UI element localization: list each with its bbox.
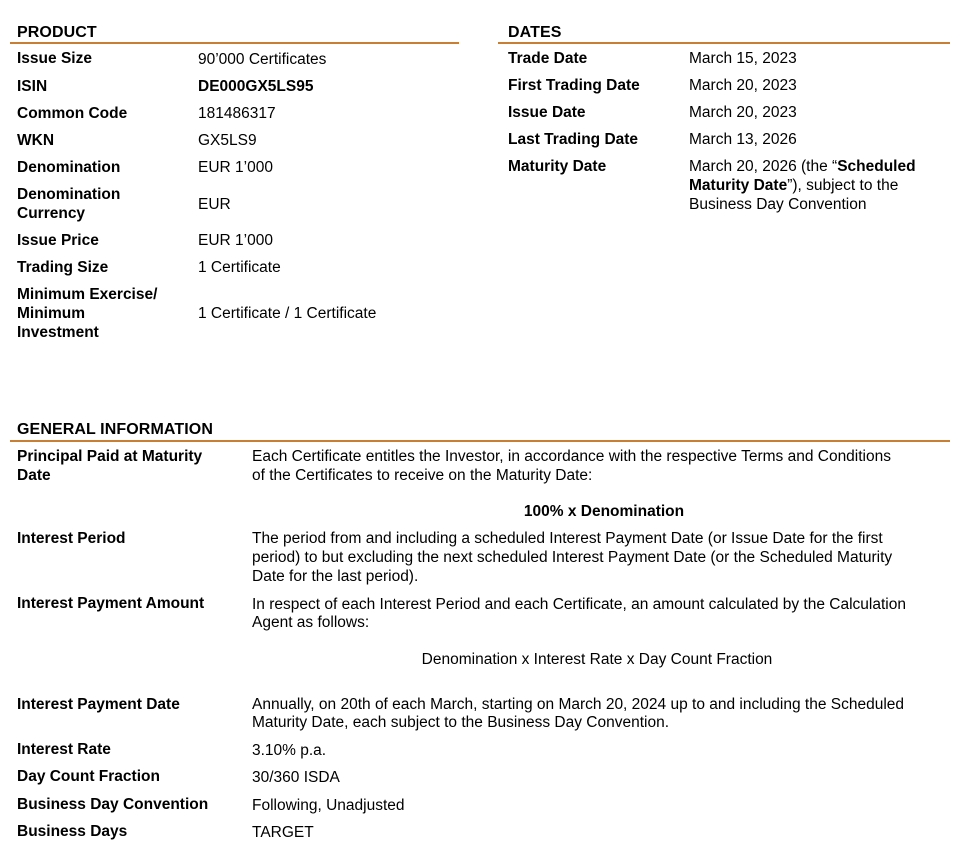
- wkn-label: WKN: [17, 132, 55, 149]
- general-section-rule: [10, 440, 950, 442]
- maturity-date-text-b: ”), subject to the: [787, 177, 899, 194]
- maturity-date-bold-b: Maturity Date: [689, 177, 788, 194]
- issue-date-value: March 20, 2023: [689, 104, 797, 121]
- day-count-fraction-value: 30/360 ISDA: [252, 769, 340, 786]
- denomination-currency-value: EUR: [198, 196, 231, 213]
- interest-payment-amount-formula: Denomination x Interest Rate x Day Count Fraction: [421, 651, 773, 668]
- denomination-label: Denomination: [17, 159, 121, 176]
- denomination-currency-label-line1: Denomination: [17, 186, 121, 203]
- maturity-date-bold-a: Scheduled: [837, 158, 916, 175]
- business-day-convention-value: Following, Unadjusted: [252, 797, 405, 814]
- principal-label-line2: Date: [17, 467, 51, 484]
- interest-payment-date-label: Interest Payment Date: [17, 696, 180, 713]
- isin-label: ISIN: [17, 78, 48, 95]
- business-day-convention-label: Business Day Convention: [17, 796, 209, 813]
- isin-value: DE000GX5LS95: [198, 78, 314, 95]
- first-trading-date-label: First Trading Date: [508, 77, 640, 94]
- denomination-value: EUR 1’000: [198, 159, 273, 176]
- principal-text-line2: of the Certificates to receive on the Maturity Date:: [252, 467, 593, 484]
- dates-section-rule: [498, 42, 950, 44]
- interest-payment-date-text-line2: Maturity Date, each subject to the Business Day Convention.: [252, 714, 669, 731]
- trade-date-value: March 15, 2023: [689, 50, 797, 67]
- interest-payment-amount-text-line2: Agent as follows:: [252, 614, 370, 631]
- last-trading-date-value: March 13, 2026: [689, 131, 797, 148]
- principal-formula: 100% x Denomination: [523, 503, 685, 520]
- interest-payment-amount-label: Interest Payment Amount: [17, 595, 205, 612]
- maturity-date-label: Maturity Date: [508, 158, 607, 175]
- wkn-value: GX5LS9: [198, 132, 257, 149]
- first-trading-date-value: March 20, 2023: [689, 77, 797, 94]
- day-count-fraction-label: Day Count Fraction: [17, 768, 160, 785]
- trade-date-label: Trade Date: [508, 50, 588, 67]
- product-section-title: PRODUCT: [17, 24, 97, 41]
- interest-payment-date-text-line1: Annually, on 20th of each March, starting on March 20, 2024 up to and including the Scheduled: [252, 696, 905, 713]
- issue-size-label: Issue Size: [17, 50, 92, 67]
- maturity-date-text-a: March 20, 2026 (the “: [689, 158, 838, 175]
- business-days-value: TARGET: [252, 824, 314, 841]
- interest-period-label: Interest Period: [17, 530, 126, 547]
- principal-label-line1: Principal Paid at Maturity: [17, 448, 203, 465]
- interest-payment-amount-text-line1: In respect of each Interest Period and each Certificate, an amount calculated by the Calculation: [252, 596, 906, 613]
- minimum-exercise-label-line1: Minimum Exercise/: [17, 286, 158, 303]
- maturity-date-value-line1: [689, 157, 916, 176]
- interest-period-text-line2: period) to but excluding the next scheduled Interest Payment Date (or the Scheduled Maturity: [252, 549, 893, 566]
- product-section-rule: [10, 42, 459, 44]
- trading-size-value: 1 Certificate: [198, 259, 281, 276]
- last-trading-date-label: Last Trading Date: [508, 131, 639, 148]
- common-code-value: 181486317: [198, 105, 276, 122]
- minimum-exercise-label-line2: Minimum: [17, 305, 86, 322]
- interest-period-text-line1: The period from and including a scheduled Interest Payment Date (or Issue Date for the first: [252, 530, 883, 547]
- principal-text-line1: Each Certificate entitles the Investor, in accordance with the respective Terms and Conditions: [252, 448, 891, 465]
- issue-date-label: Issue Date: [508, 104, 586, 121]
- business-days-label: Business Days: [17, 823, 128, 840]
- issue-size-value: 90’000 Certificates: [198, 51, 327, 68]
- interest-rate-value: 3.10% p.a.: [252, 742, 327, 759]
- issue-price-label: Issue Price: [17, 232, 99, 249]
- dates-section-title: DATES: [508, 24, 562, 41]
- interest-rate-label: Interest Rate: [17, 741, 111, 758]
- interest-period-text-line3: Date for the last period).: [252, 568, 419, 585]
- minimum-exercise-value: 1 Certificate / 1 Certificate: [198, 305, 377, 322]
- trading-size-label: Trading Size: [17, 259, 109, 276]
- general-section-title: GENERAL INFORMATION: [17, 421, 213, 438]
- issue-price-value: EUR 1’000: [198, 232, 273, 249]
- denomination-currency-label-line2: Currency: [17, 205, 86, 222]
- maturity-date-value-line2: [689, 176, 898, 195]
- maturity-date-value-line3: Business Day Convention: [689, 196, 867, 213]
- common-code-label: Common Code: [17, 105, 128, 122]
- minimum-exercise-label-line3: Investment: [17, 324, 99, 341]
